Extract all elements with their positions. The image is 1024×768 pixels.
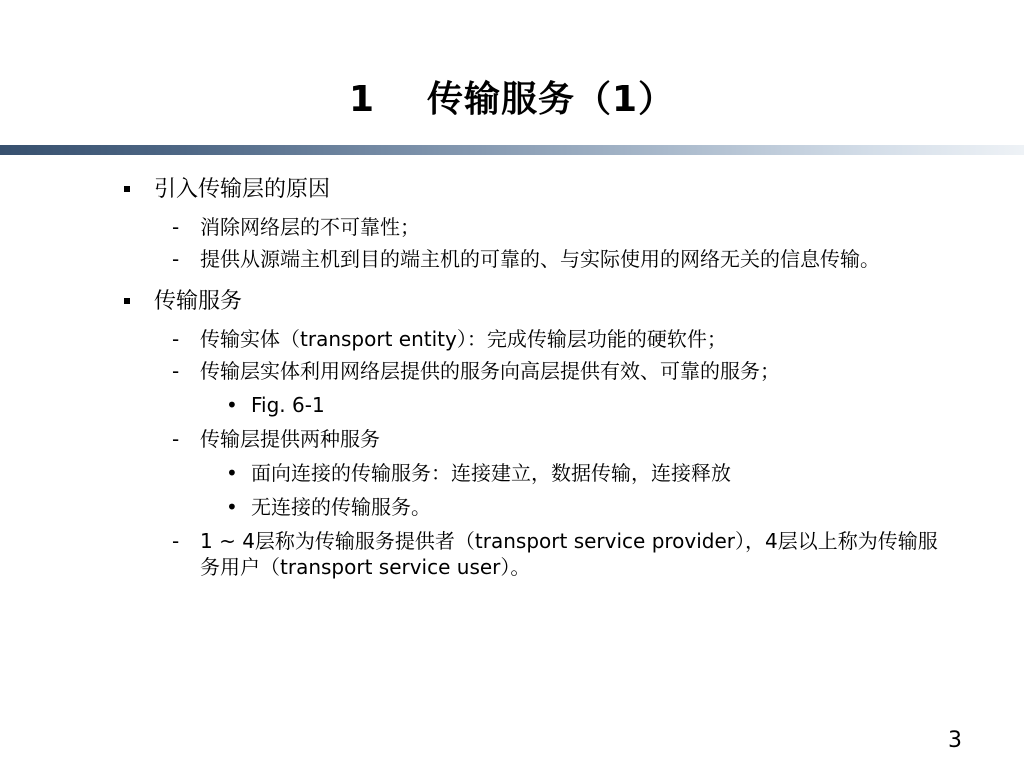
bullet-text: 传输服务: [154, 289, 243, 314]
slide-content: [0, 172, 1024, 586]
dot-bullet-icon: •: [226, 461, 238, 485]
page-number: 3: [948, 728, 962, 753]
dot-bullet-icon: •: [226, 393, 238, 417]
square-bullet-icon: [124, 186, 130, 192]
sub-sub-bullet-fig: [0, 392, 1024, 418]
bullet-reasons: [0, 172, 1024, 208]
title-text: 传输服务（1）: [427, 79, 676, 120]
sub-sub-bullet-text: 无连接的传输服务。: [251, 495, 431, 519]
sub-sub-bullet-text: Fig. 6-1: [251, 393, 325, 417]
sub-bullet-two-services: [0, 426, 950, 452]
sub-bullet-provider-user: [0, 528, 950, 580]
dash-bullet-icon: -: [172, 247, 180, 271]
title-number: 1: [348, 79, 375, 120]
sub-bullet-text: 传输层提供两种服务: [200, 427, 380, 451]
sub-bullet-transport-entity: [0, 326, 950, 352]
sub-bullet-layer-service: [0, 358, 950, 384]
sub-bullet-text: 提供从源端主机到目的端主机的可靠的、与实际使用的网络无关的信息传输。: [200, 247, 880, 271]
dash-bullet-icon: -: [172, 427, 180, 451]
dash-bullet-icon: -: [172, 359, 180, 383]
dash-bullet-icon: -: [172, 215, 180, 239]
sub-bullet-unreliability: [0, 214, 950, 240]
bullet-text: 引入传输层的原因: [154, 177, 331, 202]
sub-bullet-text: 消除网络层的不可靠性；: [200, 215, 420, 239]
sub-bullet-text: 传输层实体利用网络层提供的服务向高层提供有效、可靠的服务；: [200, 359, 780, 383]
dot-bullet-icon: •: [226, 495, 238, 519]
square-bullet-icon: [124, 298, 130, 304]
dash-bullet-icon: -: [172, 529, 180, 553]
sub-sub-bullet-connection-oriented: [0, 460, 1024, 486]
sub-sub-bullet-connectionless: [0, 494, 1024, 520]
sub-bullet-text: 传输实体（transport entity）：完成传输层功能的硬软件；: [200, 327, 727, 351]
title-divider: [0, 145, 1024, 155]
slide-title: [0, 72, 1024, 128]
sub-sub-bullet-text: 面向连接的传输服务：连接建立，数据传输，连接释放: [251, 461, 731, 485]
dash-bullet-icon: -: [172, 327, 180, 351]
sub-bullet-end-to-end: [0, 246, 950, 272]
sub-bullet-text: 1 ~ 4层称为传输服务提供者（transport service provider），4层以上称为传输服务用户（transport service user）。: [200, 529, 938, 579]
bullet-transport-service: [0, 284, 1024, 320]
